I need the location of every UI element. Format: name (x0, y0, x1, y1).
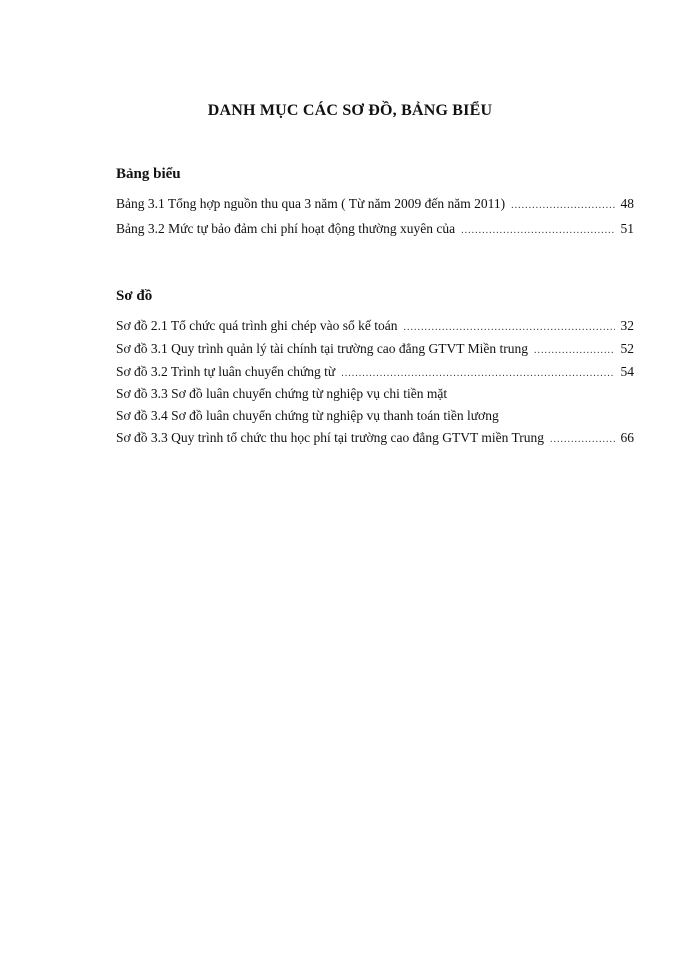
toc-entry-label: Bảng 3.2 Mức tự bảo đảm chi phí hoạt động thường xuyên của (116, 221, 456, 236)
toc-entry-label: Sơ đồ 3.3 Quy trình tổ chức thu học phí tại trường cao đẳng GTVT miền Trung (116, 430, 544, 445)
toc-entry-label: Bảng 3.1 Tổng hợp nguồn thu qua 3 năm ( Từ năm 2009 đến năm 2011) (116, 196, 506, 211)
toc-entry-page: 51 (620, 221, 634, 236)
toc-entry-label: Sơ đồ 3.3 Sơ đồ luân chuyển chứng từ nghiệp vụ chi tiền mặt (116, 386, 448, 401)
toc-entry-page: 66 (620, 430, 634, 445)
toc-dot-leader (404, 322, 615, 333)
toc-dot-leader (511, 200, 615, 211)
toc-dot-leader (534, 345, 615, 356)
toc-entry-label: Sơ đồ 3.4 Sơ đồ luân chuyển chứng từ nghiệp vụ thanh toán tiền lương (116, 408, 499, 423)
toc-entry-table-3-2 (116, 221, 634, 241)
toc-dot-leader (461, 225, 615, 236)
toc-entry-diagram-2-1 (116, 318, 634, 338)
toc-entry-label: Sơ đồ 3.1 Quy trình quản lý tài chính tại trường cao đẳng GTVT Miền trung (116, 341, 529, 356)
toc-entry-diagram-3-1 (116, 341, 634, 361)
toc-entry-page: 54 (620, 364, 634, 379)
toc-entry-label: Sơ đồ 3.2 Trình tự luân chuyển chứng từ (116, 364, 336, 379)
toc-dot-leader (341, 368, 615, 379)
toc-entry-diagram-3-3-fees (116, 430, 634, 450)
toc-entry-label: Sơ đồ 2.1 Tổ chức quá trình ghi chép vào sổ kế toán (116, 318, 398, 333)
toc-dot-leader (550, 434, 615, 445)
toc-entry-diagram-3-4 (116, 408, 634, 428)
toc-entry-page: 52 (620, 341, 634, 356)
diagrams-section-heading: Sơ đồ (116, 288, 153, 304)
page-title: DANH MỤC CÁC SƠ ĐỒ, BẢNG BIỂU (207, 102, 493, 119)
toc-entry-page: 32 (620, 318, 634, 333)
toc-entry-diagram-3-2 (116, 364, 634, 384)
toc-entry-page: 48 (620, 196, 634, 211)
toc-entry-table-3-1 (116, 196, 634, 216)
toc-entry-diagram-3-3-cash (116, 386, 634, 406)
tables-section-heading: Bảng biểu (116, 166, 181, 182)
